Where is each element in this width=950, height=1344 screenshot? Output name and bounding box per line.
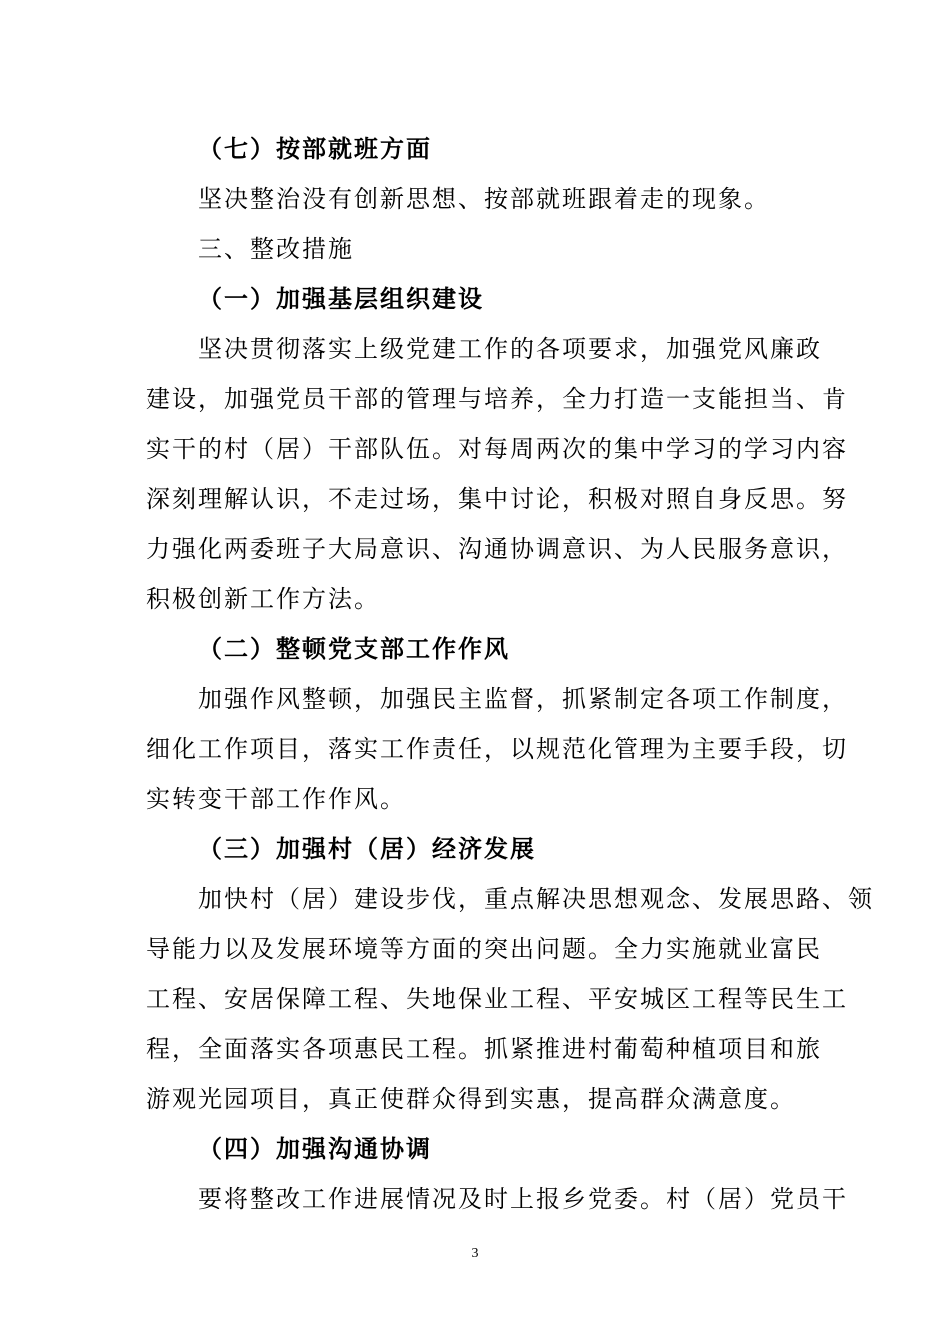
paragraph-line: 实干的村（居）干部队伍。对每周两次的集中学习的学习内容 <box>146 435 848 463</box>
paragraph-line: 坚决贯彻落实上级党建工作的各项要求，加强党风廉政 <box>198 335 822 363</box>
paragraph-line: 坚决整治没有创新思想、按部就班跟着走的现象。 <box>198 185 770 213</box>
paragraph-line: 加强作风整顿，加强民主监督，抓紧制定各项工作制度， <box>198 685 848 713</box>
paragraph-line: 导能力以及发展环境等方面的突出问题。全力实施就业富民 <box>146 935 822 963</box>
subheading-seven: （七）按部就班方面 <box>198 134 432 163</box>
page-number: 3 <box>471 1246 479 1261</box>
document-body <box>146 124 874 1224</box>
paragraph-line: 积极创新工作方法。 <box>146 585 380 613</box>
paragraph-line: 工程、安居保障工程、失地保业工程、平安城区工程等民生工 <box>146 985 848 1013</box>
paragraph-line: 实转变干部工作作风。 <box>146 785 406 813</box>
paragraph-line: 加快村（居）建设步伐，重点解决思想观念、发展思路、领 <box>198 885 874 913</box>
subheading-four: （四）加强沟通协调 <box>198 1134 432 1163</box>
paragraph-line: 游观光园项目，真正使群众得到实惠，提高群众满意度。 <box>146 1085 796 1113</box>
section-heading: 三、整改措施 <box>198 235 354 263</box>
paragraph-line: 要将整改工作进展情况及时上报乡党委。村（居）党员干 <box>198 1185 848 1213</box>
paragraph-line: 力强化两委班子大局意识、沟通协调意识、为人民服务意识， <box>146 535 848 563</box>
paragraph-line: 程，全面落实各项惠民工程。抓紧推进村葡萄种植项目和旅 <box>146 1035 822 1063</box>
paragraph-line: 细化工作项目，落实工作责任，以规范化管理为主要手段，切 <box>146 735 848 763</box>
subheading-two: （二）整顿党支部工作作风 <box>198 634 510 663</box>
subheading-one: （一）加强基层组织建设 <box>198 284 484 313</box>
paragraph-line: 深刻理解认识，不走过场，集中讨论，积极对照自身反思。努 <box>146 485 848 513</box>
subheading-three: （三）加强村（居）经济发展 <box>198 834 536 863</box>
paragraph-line: 建设，加强党员干部的管理与培养，全力打造一支能担当、肯 <box>146 385 848 413</box>
